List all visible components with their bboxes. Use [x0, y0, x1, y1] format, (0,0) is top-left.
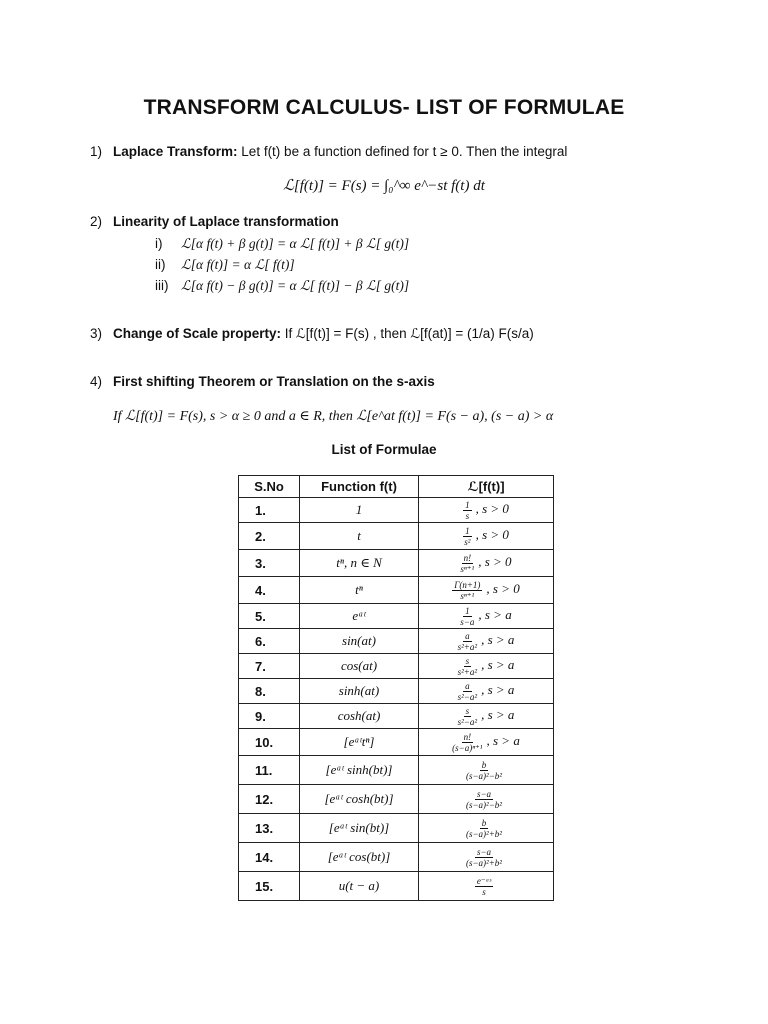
section-heading: Linearity of Laplace transformation: [113, 214, 339, 229]
cell-sno: 4.: [239, 577, 300, 604]
cell-function: [eᵃᵗ sinh(bt)]: [300, 756, 419, 785]
cell-sno: 10.: [239, 729, 300, 756]
cell-function: sinh(at): [300, 679, 419, 704]
fraction-denominator: s²: [464, 536, 471, 547]
section-heading: First shifting Theorem or Translation on the s-axis: [113, 374, 435, 389]
section-heading: Laplace Transform:: [113, 144, 238, 159]
cell-function: cos(at): [300, 654, 419, 679]
fraction-numerator: s: [465, 655, 470, 666]
cell-sno: 5.: [239, 604, 300, 629]
fraction: [466, 818, 502, 839]
cell-function: sin(at): [300, 629, 419, 654]
cell-transform: [419, 629, 554, 654]
table-row: [239, 872, 554, 901]
fraction-denominator: s: [482, 886, 486, 897]
fraction-numerator: a: [465, 630, 470, 641]
laplace-definition-formula: ℒ[f(t)] = F(s) = ∫₀^∞ e^−st f(t) dt: [283, 178, 485, 194]
section-first-shifting: [90, 373, 435, 391]
fraction-numerator: s−a: [476, 788, 492, 799]
table-row: [239, 654, 554, 679]
section-heading: Change of Scale property:: [113, 326, 282, 341]
cell-transform: [419, 577, 554, 604]
formula-table: [238, 475, 554, 901]
fraction-denominator: s²−a²: [457, 716, 478, 727]
table-row: [239, 550, 554, 577]
fraction: [452, 732, 482, 753]
table-row: [239, 704, 554, 729]
item-numeral: ii): [155, 257, 166, 272]
item-numeral: i): [155, 236, 163, 251]
section-number: 1): [90, 144, 103, 159]
cell-function: cosh(at): [300, 704, 419, 729]
fraction: [458, 631, 477, 652]
cell-transform: [419, 756, 554, 785]
cell-function: [eᵃᵗ cos(bt)]: [300, 843, 419, 872]
linearity-item: [155, 278, 409, 294]
fraction-denominator: s−a: [460, 616, 475, 627]
table-row: [239, 785, 554, 814]
cell-sno: 7.: [239, 654, 300, 679]
cell-sno: 14.: [239, 843, 300, 872]
transform-condition: , s > 0: [475, 526, 509, 542]
table-row: [239, 604, 554, 629]
fraction-denominator: (s−a)²−b²: [465, 770, 503, 781]
fraction-numerator: s−a: [476, 846, 492, 857]
fraction-denominator: (s−a)²+b²: [465, 828, 503, 839]
cell-function: 1: [300, 498, 419, 523]
fraction-denominator: s²+a²: [457, 666, 478, 677]
fraction-numerator: s: [465, 705, 470, 716]
cell-function: u(t − a): [300, 872, 419, 901]
cell-sno: 8.: [239, 679, 300, 704]
fraction: [463, 526, 472, 547]
fraction-numerator: a: [465, 680, 470, 691]
cell-function: tⁿ: [300, 577, 419, 604]
item-formula: ℒ[α f(t) + β g(t)] = α ℒ[ f(t)] + β ℒ[ g(t)]: [181, 236, 410, 251]
item-formula: ℒ[α f(t)] = α ℒ[ f(t)]: [181, 257, 295, 272]
transform-condition: , s > a: [478, 606, 512, 622]
cell-function: [eᵃᵗtⁿ]: [300, 729, 419, 756]
section-number: 3): [90, 326, 103, 341]
fraction-numerator: 1: [465, 525, 470, 536]
cell-sno: 3.: [239, 550, 300, 577]
cell-transform: [419, 498, 554, 523]
fraction-denominator: (s−a)²−b²: [465, 799, 503, 810]
fraction-numerator: b: [481, 759, 487, 770]
cell-sno: 2.: [239, 523, 300, 550]
fraction-numerator: 1: [465, 605, 470, 616]
header-sno: S.No: [239, 476, 300, 498]
cell-transform: [419, 604, 554, 629]
cell-function: eᵃᵗ: [300, 604, 419, 629]
fraction: [460, 606, 474, 627]
transform-condition: , s > a: [486, 732, 520, 748]
first-shifting-formula: If ℒ[f(t)] = F(s), s > α ≥ 0 and a ∈ R, then ℒ[e^at f(t)] = F(s − a), (s − a) > α: [113, 409, 554, 424]
fraction: [458, 681, 477, 702]
section-text: If ℒ[f(t)] = F(s) , then ℒ[f(at)] = (1/a) F(s/a): [281, 326, 534, 341]
cell-sno: 6.: [239, 629, 300, 654]
table-row: [239, 729, 554, 756]
cell-function: tⁿ, n ∈ N: [300, 550, 419, 577]
transform-condition: , s > 0: [475, 500, 509, 516]
fraction: [466, 847, 502, 868]
page-title: TRANSFORM CALCULUS- LIST OF FORMULAE: [143, 96, 625, 119]
fraction-denominator: sⁿ⁺¹: [460, 563, 475, 574]
table-row: [239, 498, 554, 523]
section-laplace-transform: [90, 143, 567, 161]
cell-sno: 12.: [239, 785, 300, 814]
cell-sno: 11.: [239, 756, 300, 785]
cell-transform: [419, 704, 554, 729]
fraction-numerator: n!: [463, 552, 472, 563]
cell-function: t: [300, 523, 419, 550]
header-function: Function f(t): [300, 476, 419, 498]
fraction: [466, 760, 502, 781]
fraction: [460, 553, 474, 574]
table-row: [239, 843, 554, 872]
cell-transform: [419, 654, 554, 679]
cell-transform: [419, 679, 554, 704]
cell-function: [eᵃᵗ cosh(bt)]: [300, 785, 419, 814]
cell-transform: [419, 550, 554, 577]
transform-condition: , s > a: [481, 706, 515, 722]
cell-sno: 1.: [239, 498, 300, 523]
section-change-of-scale: [90, 325, 534, 343]
table-row: [239, 577, 554, 604]
transform-condition: , s > a: [481, 656, 515, 672]
cell-sno: 13.: [239, 814, 300, 843]
fraction: [458, 656, 477, 677]
fraction-numerator: Γ(n+1): [454, 579, 481, 590]
fraction-denominator: (s−a)ⁿ⁺¹: [452, 742, 483, 753]
item-numeral: iii): [155, 278, 169, 293]
table-caption: List of Formulae: [331, 442, 437, 457]
cell-transform: [419, 785, 554, 814]
cell-sno: 9.: [239, 704, 300, 729]
linearity-item: [155, 257, 295, 273]
cell-transform: [419, 814, 554, 843]
transform-condition: , s > a: [481, 681, 515, 697]
cell-transform: [419, 872, 554, 901]
fraction-denominator: s²+a²: [457, 641, 478, 652]
transform-condition: , s > a: [481, 631, 515, 647]
fraction: [463, 500, 472, 521]
section-number: 4): [90, 374, 103, 389]
section-number: 2): [90, 214, 103, 229]
cell-transform: [419, 843, 554, 872]
fraction-denominator: s: [465, 510, 470, 521]
fraction: [452, 580, 482, 601]
table-row: [239, 679, 554, 704]
fraction: [466, 789, 502, 810]
table-header-row: [239, 476, 554, 498]
cell-transform: [419, 523, 554, 550]
transform-condition: , s > 0: [478, 553, 512, 569]
item-formula: ℒ[α f(t) − β g(t)] = α ℒ[ f(t)] − β ℒ[ g(t)]: [181, 278, 410, 293]
fraction: [475, 876, 493, 897]
cell-transform: [419, 729, 554, 756]
fraction-denominator: (s−a)²+b²: [465, 857, 503, 868]
cell-function: [eᵃᵗ sin(bt)]: [300, 814, 419, 843]
fraction-denominator: sⁿ⁺¹: [460, 590, 475, 601]
fraction-numerator: b: [481, 817, 487, 828]
fraction: [458, 706, 477, 727]
table-row: [239, 814, 554, 843]
section-text: Let f(t) be a function defined for t ≥ 0. Then the integral: [237, 144, 568, 159]
transform-condition: , s > 0: [486, 580, 520, 596]
fraction-numerator: e⁻ᵃˢ: [476, 875, 492, 886]
fraction-numerator: 1: [465, 499, 470, 510]
section-linearity: [90, 213, 339, 231]
fraction-numerator: n!: [463, 731, 472, 742]
table-row: [239, 523, 554, 550]
fraction-denominator: s²−a²: [457, 691, 478, 702]
table-row: [239, 629, 554, 654]
linearity-item: [155, 236, 409, 252]
table-row: [239, 756, 554, 785]
cell-sno: 15.: [239, 872, 300, 901]
header-transform: ℒ[f(t)]: [419, 476, 554, 498]
